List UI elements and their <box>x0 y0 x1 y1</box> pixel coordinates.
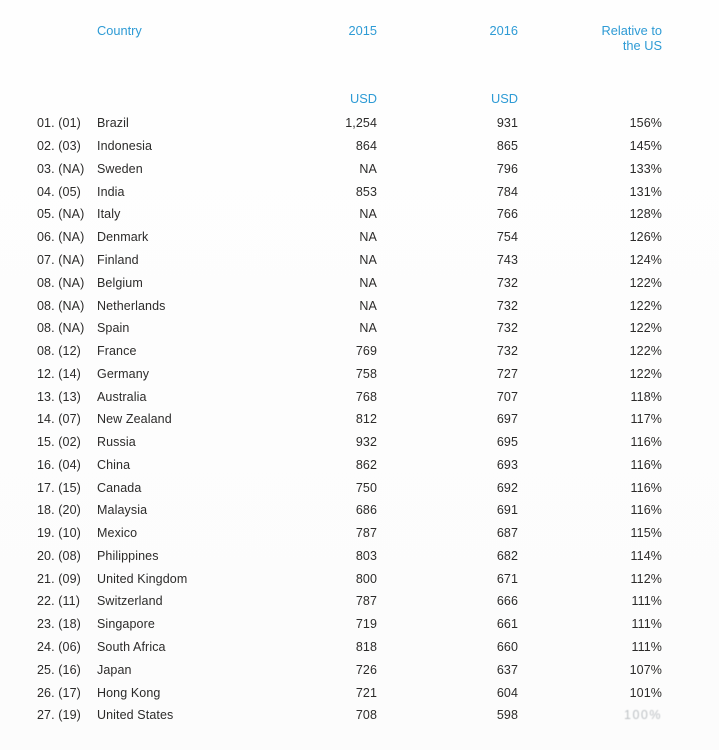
rank-cell: 06. (NA) <box>37 230 85 245</box>
rank-cell: 27. (19) <box>37 708 81 723</box>
rank-cell: 17. (15) <box>37 480 81 495</box>
value-2015-cell: NA <box>359 161 377 176</box>
country-cell: New Zealand <box>97 412 172 427</box>
rank-cell: 07. (NA) <box>37 252 85 267</box>
country-cell: Switzerland <box>97 594 163 609</box>
table-row <box>0 362 719 385</box>
value-2016-cell: 766 <box>496 207 518 222</box>
relative-pct-cell: 145% <box>629 139 662 154</box>
value-2015-cell: 787 <box>355 594 377 609</box>
value-2015-cell: 686 <box>355 503 377 518</box>
value-2015-cell: NA <box>359 207 377 222</box>
value-2016-cell: 754 <box>496 230 518 245</box>
header-relative-line2: the US <box>622 38 662 53</box>
country-cell: Sweden <box>97 161 143 176</box>
country-cell: South Africa <box>97 639 166 654</box>
table-row <box>0 180 719 203</box>
relative-pct-cell: 111% <box>631 639 662 654</box>
table-row <box>0 453 719 476</box>
value-2016-cell: 931 <box>496 116 518 131</box>
relative-pct-cell: 131% <box>629 184 662 199</box>
country-cell: Australia <box>97 389 147 404</box>
relative-pct-cell: 124% <box>629 252 662 267</box>
value-2016-cell: 732 <box>496 298 518 313</box>
table-row <box>0 590 719 613</box>
table-row <box>0 226 719 249</box>
value-2015-cell: NA <box>359 298 377 313</box>
country-cell: Singapore <box>97 617 155 632</box>
relative-pct-cell: 122% <box>629 344 662 359</box>
relative-pct-cell: 101% <box>629 685 662 700</box>
country-cell: Hong Kong <box>97 685 161 700</box>
table-row <box>0 408 719 431</box>
value-2016-cell: 695 <box>496 435 518 450</box>
relative-pct-cell: 114% <box>630 548 662 563</box>
usd-label-2016: USD <box>490 91 518 106</box>
value-2015-cell: 818 <box>355 639 377 654</box>
value-2015-cell: 803 <box>355 548 377 563</box>
rank-cell: 01. (01) <box>37 116 81 131</box>
value-2016-cell: 697 <box>496 412 518 427</box>
value-2015-cell: 750 <box>355 480 377 495</box>
table-row <box>0 135 719 158</box>
table-row <box>0 476 719 499</box>
value-2016-cell: 660 <box>496 639 518 654</box>
relative-pct-cell: 116% <box>630 480 662 495</box>
rank-cell: 22. (11) <box>37 594 80 609</box>
usd-label-2015: USD <box>349 91 377 106</box>
value-2015-cell: 726 <box>355 662 377 677</box>
country-cell: Japan <box>97 662 132 677</box>
country-cell: United States <box>97 708 174 723</box>
value-2016-cell: 598 <box>496 708 518 723</box>
relative-pct-cell: 116% <box>630 457 662 472</box>
table-header <box>0 23 719 53</box>
value-2015-cell: 721 <box>355 685 377 700</box>
header-relative-to-us <box>518 23 662 53</box>
relative-pct-cell: 115% <box>630 526 662 541</box>
header-2015: 2015 <box>348 23 377 38</box>
table-row <box>0 431 719 454</box>
relative-pct-cell: 128% <box>629 207 662 222</box>
table-row <box>0 249 719 272</box>
country-cell: Brazil <box>97 116 129 131</box>
value-2015-cell: 787 <box>355 526 377 541</box>
table-row <box>0 499 719 522</box>
value-2016-cell: 796 <box>496 161 518 176</box>
relative-pct-cell: 156% <box>629 116 662 131</box>
country-cell: Russia <box>97 435 136 450</box>
rank-cell: 25. (16) <box>37 662 81 677</box>
value-2015-cell: NA <box>359 252 377 267</box>
value-2015-cell: NA <box>359 230 377 245</box>
relative-pct-cell: 118% <box>630 389 662 404</box>
country-cell: France <box>97 344 137 359</box>
country-cell: Denmark <box>97 230 149 245</box>
value-2015-cell: 862 <box>355 457 377 472</box>
rank-cell: 26. (17) <box>37 685 81 700</box>
table-row <box>0 158 719 181</box>
rank-cell: 04. (05) <box>37 184 81 199</box>
table-row <box>0 613 719 636</box>
country-cell: Belgium <box>97 275 143 290</box>
value-2016-cell: 707 <box>496 389 518 404</box>
relative-pct-cell: 111% <box>631 617 662 632</box>
country-cell: Italy <box>97 207 121 222</box>
rank-cell: 24. (06) <box>37 639 81 654</box>
relative-pct-cell: 111% <box>631 594 662 609</box>
value-2016-cell: 687 <box>496 526 518 541</box>
relative-pct-cell: 122% <box>629 321 662 336</box>
rank-cell: 21. (09) <box>37 571 81 586</box>
rank-cell: 18. (20) <box>37 503 81 518</box>
value-2016-cell: 743 <box>496 252 518 267</box>
table-row <box>0 545 719 568</box>
value-2016-cell: 732 <box>496 275 518 290</box>
rank-cell: 15. (02) <box>37 435 81 450</box>
value-2015-cell: 769 <box>355 344 377 359</box>
value-2016-cell: 865 <box>496 139 518 154</box>
table-row <box>0 636 719 659</box>
table-body <box>0 112 719 727</box>
relative-pct-cell: 122% <box>629 275 662 290</box>
relative-pct-cell: 122% <box>629 298 662 313</box>
table-row <box>0 112 719 135</box>
value-2016-cell: 692 <box>496 480 518 495</box>
country-cell: Mexico <box>97 526 138 541</box>
table-row <box>0 567 719 590</box>
value-2016-cell: 661 <box>496 617 518 632</box>
value-2016-cell: 727 <box>496 366 518 381</box>
table-row <box>0 340 719 363</box>
country-cell: Indonesia <box>97 139 153 154</box>
value-2015-cell: 812 <box>355 412 377 427</box>
value-2016-cell: 691 <box>496 503 518 518</box>
usd-rank-spacer <box>37 91 97 106</box>
relative-pct-cell: 112% <box>630 571 662 586</box>
table-row <box>0 681 719 704</box>
value-2015-cell: 853 <box>355 184 377 199</box>
value-2016-cell: 666 <box>496 594 518 609</box>
rank-cell: 19. (10) <box>37 526 81 541</box>
usd-relative-spacer <box>518 91 662 106</box>
table-row <box>0 294 719 317</box>
value-2015-cell: 758 <box>355 366 377 381</box>
relative-pct-cell: 116% <box>630 435 662 450</box>
value-2016-cell: 604 <box>496 685 518 700</box>
rank-cell: 03. (NA) <box>37 161 85 176</box>
country-cell: United Kingdom <box>97 571 188 586</box>
rank-cell: 14. (07) <box>37 412 81 427</box>
value-2016-cell: 671 <box>496 571 518 586</box>
table-row <box>0 271 719 294</box>
country-cell: Spain <box>97 321 130 336</box>
country-cell: Netherlands <box>97 298 166 313</box>
rank-cell: 20. (08) <box>37 548 81 563</box>
country-cell: China <box>97 457 131 472</box>
country-cell: India <box>97 184 125 199</box>
relative-pct-cell: 100% <box>624 708 662 723</box>
table-row <box>0 658 719 681</box>
rank-cell: 05. (NA) <box>37 207 85 222</box>
relative-pct-cell: 133% <box>629 161 662 176</box>
relative-pct-cell: 126% <box>629 230 662 245</box>
rank-cell: 23. (18) <box>37 617 81 632</box>
value-2016-cell: 732 <box>496 321 518 336</box>
table-row <box>0 385 719 408</box>
table-row <box>0 704 719 727</box>
country-cell: Philippines <box>97 548 159 563</box>
table-row <box>0 317 719 340</box>
value-2015-cell: 708 <box>355 708 377 723</box>
rank-cell: 12. (14) <box>37 366 81 381</box>
table-row <box>0 522 719 545</box>
value-2015-cell: 864 <box>355 139 377 154</box>
value-2015-cell: 768 <box>355 389 377 404</box>
relative-pct-cell: 117% <box>630 412 662 427</box>
rank-cell: 08. (NA) <box>37 298 85 313</box>
value-2015-cell: 719 <box>355 617 377 632</box>
value-2015-cell: 932 <box>355 435 377 450</box>
usd-subheader-row <box>0 91 719 106</box>
rank-cell: 08. (NA) <box>37 275 85 290</box>
value-2015-cell: 800 <box>355 571 377 586</box>
value-2016-cell: 682 <box>496 548 518 563</box>
country-cell: Germany <box>97 366 150 381</box>
relative-pct-cell: 116% <box>630 503 662 518</box>
rank-cell: 08. (NA) <box>37 321 85 336</box>
header-relative-line1: Relative to <box>601 23 662 38</box>
usd-country-spacer <box>97 91 280 106</box>
relative-pct-cell: 107% <box>629 662 662 677</box>
relative-pct-cell: 122% <box>629 366 662 381</box>
rank-cell: 08. (12) <box>37 344 81 359</box>
value-2016-cell: 637 <box>496 662 518 677</box>
country-cell: Canada <box>97 480 142 495</box>
value-2015-cell: 1,254 <box>345 116 377 131</box>
rank-cell: 13. (13) <box>37 389 81 404</box>
rank-cell: 16. (04) <box>37 457 81 472</box>
header-2016: 2016 <box>489 23 518 38</box>
value-2016-cell: 784 <box>496 184 518 199</box>
country-cell: Malaysia <box>97 503 148 518</box>
value-2015-cell: NA <box>359 275 377 290</box>
table-row <box>0 203 719 226</box>
country-cell: Finland <box>97 252 139 267</box>
value-2016-cell: 732 <box>496 344 518 359</box>
value-2015-cell: NA <box>359 321 377 336</box>
header-country: Country <box>97 23 142 38</box>
rank-cell: 02. (03) <box>37 139 81 154</box>
value-2016-cell: 693 <box>496 457 518 472</box>
